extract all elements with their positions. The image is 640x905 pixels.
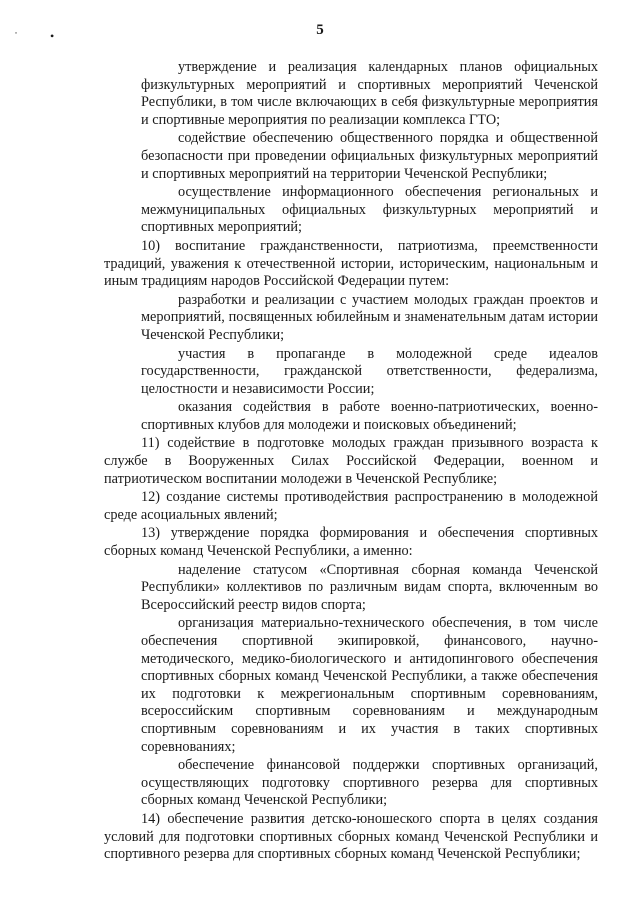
paragraph: утверждение и реализация календарных планов официальных физкультурных мероприятий и спортивных мероприятий Чеченской Республики, в том числе включающих в себя физкультурные мероприятия и спортивные мероприятия по реализации комплекса ГТО; bbox=[141, 59, 598, 128]
paragraph: 11) содействие в подготовке молодых граждан призывного возраста к службе в Вооруженных Силах Российской Федерации, военном и патриотическом воспитании молодежи в Чеченской Республике; bbox=[104, 435, 598, 487]
paragraph: 13) утверждение порядка формирования и обеспечения спортивных сборных команд Чеченской Республики, а именно: bbox=[104, 525, 598, 560]
scan-mark: • bbox=[50, 29, 55, 43]
paragraph: обеспечение финансовой поддержки спортивных организаций, осуществляющих подготовку спортивного резерва для спортивных сборных команд Чеченской Республики; bbox=[141, 757, 598, 809]
document-body bbox=[104, 59, 598, 865]
paragraph: осуществление информационного обеспечения региональных и межмуниципальных официальных физкультурных мероприятий и спортивных мероприятий; bbox=[141, 184, 598, 236]
paragraph: 12) создание системы противодействия распространению в молодежной среде асоциальных явлений; bbox=[104, 489, 598, 523]
paragraph: участия в пропаганде в молодежной среде идеалов государственности, гражданской ответственности, федерализма, целостности и независимости России; bbox=[141, 345, 598, 397]
scan-mark: ˙ bbox=[14, 29, 18, 43]
paragraph: содействие обеспечению общественного порядка и общественной безопасности при проведении официальных физкультурных мероприятий и спортивных мероприятий на территории Чеченской Республики; bbox=[141, 130, 598, 182]
paragraph: 14) обеспечение развития детско-юношеского спорта в целях создания условий для подготовки спортивных сборных команд Чеченской Республики и спортивного резерва для спортивных сборных команд Чеченской Республики; bbox=[104, 810, 598, 863]
paragraph: наделение статусом «Спортивная сборная команда Чеченской Республики» коллективов по различным видам спорта, включенным во Всероссийский реестр видов спорта; bbox=[141, 561, 598, 613]
paragraph: разработки и реализации с участием молодых граждан проектов и мероприятий, посвященных юбилейным и знаменательным датам истории Чеченской Республики; bbox=[141, 291, 598, 343]
paragraph: 10) воспитание гражданственности, патриотизма, преемственности традиций, уважения к отечественной истории, историческим, национальным и иным традициям народов Российской Федерации путем: bbox=[104, 237, 598, 290]
paragraph: организация материально-технического обеспечения, в том числе обеспечения спортивной экипировкой, финансового, научно-методического, медико-биологического и антидопингового обеспечения спортивных сборных команд Чеченской Республики, а также обеспечения их подготовки к межрегиональным спортивным соревнованиям, всероссийским спортивным соревнованиям и международным спортивным соревнованиям и их участия в таких спортивных соревнованиях; bbox=[141, 615, 598, 755]
page-number: 5 bbox=[316, 22, 324, 38]
paragraph: оказания содействия в работе военно-патриотических, военно-спортивных клубов для молодежи и поисковых объединений; bbox=[141, 399, 598, 433]
